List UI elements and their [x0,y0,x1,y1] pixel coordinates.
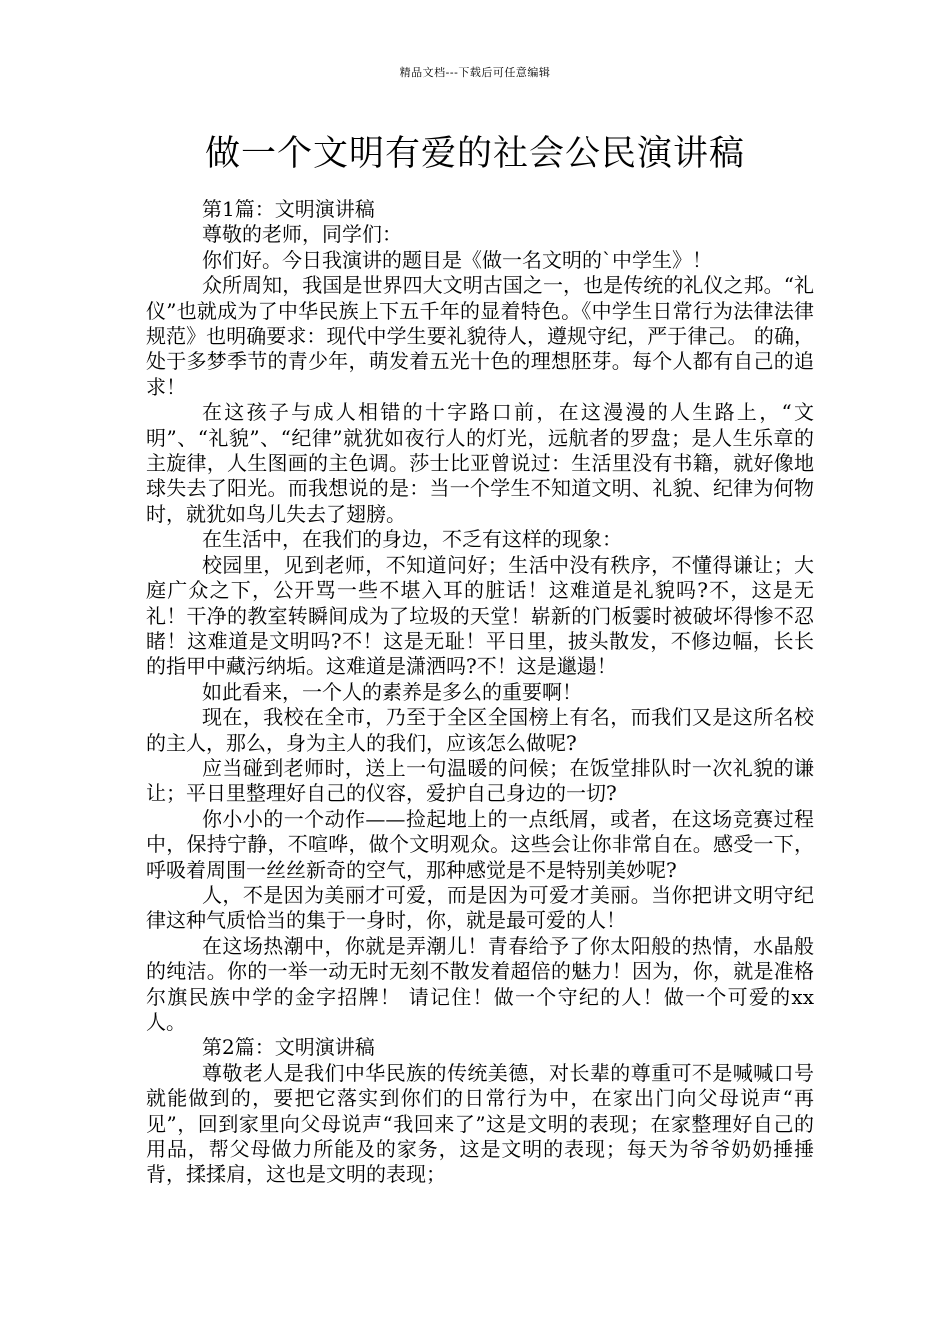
paragraph: 在这场热潮中，你就是弄潮儿！青春给予了你太阳般的热情，水晶般的纯洁。你的一举一动无时无刻不散发着超倍的魅力！因为，你，就是准格尔旗民族中学的金字招牌！ 请记住！做一个守纪的人！做一个可爱的xx人。 [146,933,814,1034]
paragraph: 应当碰到老师时，送上一句温暖的问候；在饭堂排队时一次礼貌的谦让；平日里整理好自己的仪容，爱护自己身边的一切? [146,755,814,806]
paragraph: 众所周知，我国是世界四大文明古国之一，也是传统的礼仪之邦。“礼仪”也就成为了中华民族上下五千年的显着特色。《中学生日常行为法律法律规范》也明确要求：现代中学生要礼貌待人，遵规守纪，严于律己。 的确，处于多梦季节的青少年，萌发着五光十色的理想胚芽。每个人都有自己的追求！ [146,273,814,399]
document-body [146,197,814,1188]
paragraph: 你们好。今日我演讲的题目是《做一名文明的`中学生》！ [202,247,712,272]
paragraph: 在这孩子与成人相错的十字路口前，在这漫漫的人生路上，“文明”、“礼貌”、“纪律”就犹如夜行人的灯光，远航者的罗盘；是人生乐章的主旋律，人生图画的主色调。莎士比亚曾说过：生活里没有书籍，就好像地球失去了阳光。而我想说的是：当一个学生不知道文明、礼貌、纪律为何物时，就犹如鸟儿失去了翅膀。 [146,400,814,526]
salutation: 尊敬的老师，同学们： [202,222,402,247]
paragraph: 如此看来，一个人的素养是多么的重要啊！ [202,679,582,704]
section-heading-2: 第2篇：文明演讲稿 [202,1035,375,1060]
paragraph: 尊敬老人是我们中华民族的传统美德，对长辈的尊重可不是喊喊口号就能做到的，要把它落实到你们的日常行为中，在家出门向父母说声“再见”，回到家里向父母说声“我回来了”这是文明的表现；在家整理好自己的用品，帮父母做力所能及的家务，这是文明的表现；每天为爷爷奶奶捶捶背，揉揉肩，这也是文明的表现； [146,1060,814,1187]
paragraph: 你小小的一个动作——捡起地上的一点纸屑，或者，在这场竞赛过程中，保持宁静，不喧哗，做个文明观众。这些会让你非常自在。感受一下，呼吸着周围一丝丝新奇的空气，那种感觉是不是特别美妙呢? [146,806,814,882]
paragraph: 在生活中，在我们的身边，不乏有这样的现象： [202,527,622,552]
paragraph: 人，不是因为美丽才可爱，而是因为可爱才美丽。当你把讲文明守纪律这种气质恰当的集于一身时，你，就是最可爱的人！ [146,882,814,933]
document-title: 做一个文明有爱的社会公民演讲稿 [204,134,745,174]
section-heading-1: 第1篇：文明演讲稿 [202,197,375,221]
page-header: 精品文档---下载后可任意编辑 [399,66,551,79]
paragraph: 校园里，见到老师，不知道问好；生活中没有秩序，不懂得谦让；大庭广众之下，公开骂一些不堪入耳的脏话！这难道是礼貌吗?不，这是无礼！干净的教室转瞬间成为了垃圾的天堂！崭新的门板霎时被破坏得惨不忍睹！这难道是文明吗?不！这是无耻！平日里，披头散发，不修边幅，长长的指甲中藏污纳垢。这难道是潇洒吗?不！这是邋遢！ [146,552,814,679]
paragraph: 现在，我校在全市，乃至于全区全国榜上有名，而我们又是这所名校的主人，那么，身为主人的我们，应该怎么做呢? [146,705,814,755]
